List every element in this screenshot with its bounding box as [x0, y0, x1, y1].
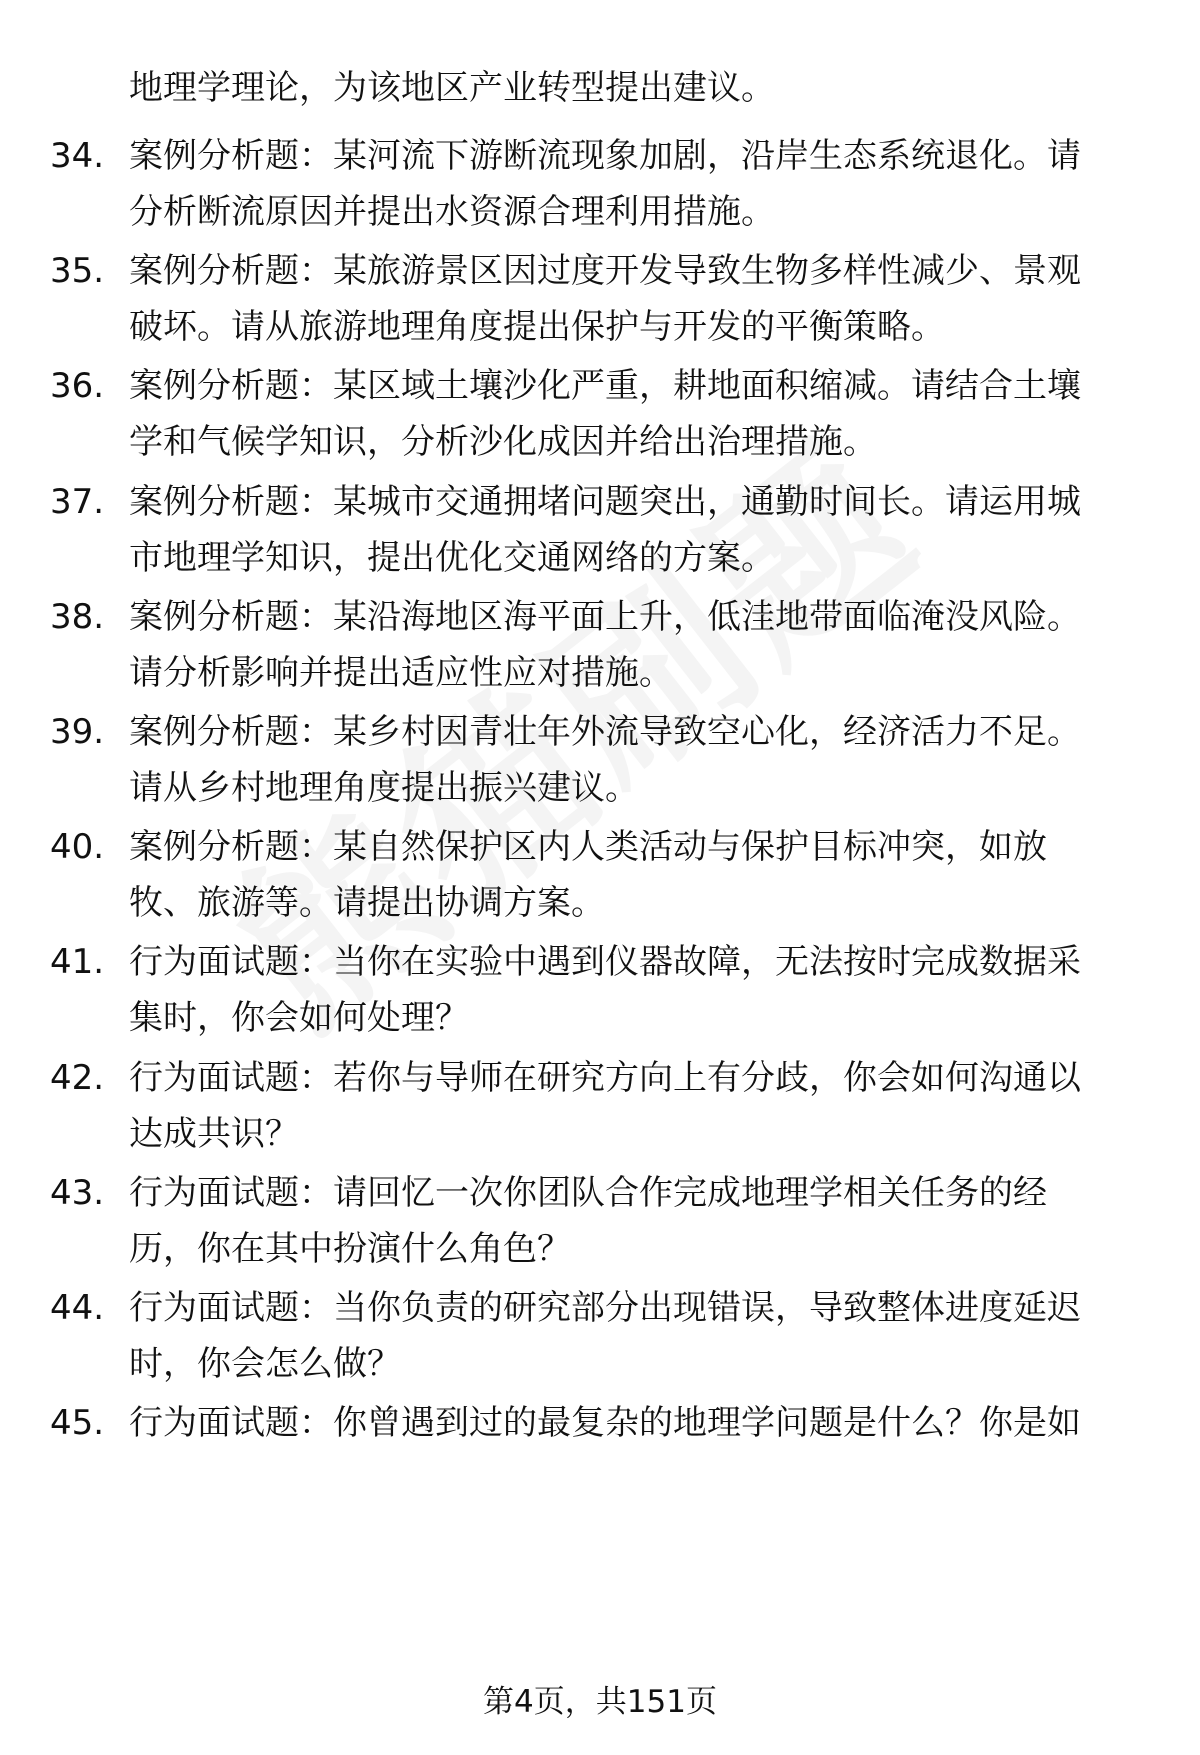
- item-number: 34.: [50, 136, 105, 176]
- item-text: 案例分析题：某沿海地区海平面上升，低洼地带面临淹没风险。 请分析影响并提出适应性应对措施。: [129, 597, 1081, 693]
- item-number: 45.: [50, 1403, 105, 1443]
- item-number: 41.: [50, 942, 105, 982]
- item-text: 案例分析题：某区域土壤沙化严重，耕地面积缩减。请结合土壤 学和气候学知识，分析沙化成因并给出治理措施。: [129, 366, 1081, 462]
- item-text: 行为面试题：当你在实验中遇到仪器故障，无法按时完成数据采 集时，你会如何处理？: [129, 942, 1081, 1038]
- item-number: 42.: [50, 1058, 105, 1098]
- item-number: 44.: [50, 1288, 105, 1328]
- item-number: 35.: [50, 251, 105, 291]
- item-text: 案例分析题：某乡村因青壮年外流导致空心化，经济活力不足。 请从乡村地理角度提出振兴建议。: [129, 712, 1081, 808]
- item-text: 案例分析题：某城市交通拥堵问题突出，通勤时间长。请运用城 市地理学知识，提出优化交通网络的方案。: [129, 482, 1081, 578]
- item-number: 40.: [50, 827, 105, 867]
- item-number: 43.: [50, 1173, 105, 1213]
- item-number: 37.: [50, 482, 105, 522]
- item-text: 行为面试题：你曾遇到过的最复杂的地理学问题是什么？你是如: [129, 1403, 1081, 1443]
- item-number: 36.: [50, 366, 105, 406]
- item-number: 39.: [50, 712, 105, 752]
- item-number: 38.: [50, 597, 105, 637]
- item-text: 案例分析题：某自然保护区内人类活动与保护目标冲突，如放 牧、旅游等。请提出协调方案。: [129, 827, 1047, 923]
- item-text: 行为面试题：请回忆一次你团队合作完成地理学相关任务的经 历，你在其中扮演什么角色？: [129, 1173, 1047, 1269]
- page-footer: 第4页，共151页: [483, 1684, 717, 1720]
- continuation-line: 地理学理论，为该地区产业转型提出建议。: [129, 68, 775, 108]
- item-text: 行为面试题：若你与导师在研究方向上有分歧，你会如何沟通以 达成共识？: [129, 1058, 1081, 1154]
- item-text: 案例分析题：某河流下游断流现象加剧，沿岸生态系统退化。请 分析断流原因并提出水资源合理利用措施。: [129, 136, 1081, 232]
- item-text: 案例分析题：某旅游景区因过度开发导致生物多样性减少、景观 破坏。请从旅游地理角度提出保护与开发的平衡策略。: [129, 251, 1081, 347]
- item-text: 行为面试题：当你负责的研究部分出现错误，导致整体进度延迟 时，你会怎么做？: [129, 1288, 1081, 1384]
